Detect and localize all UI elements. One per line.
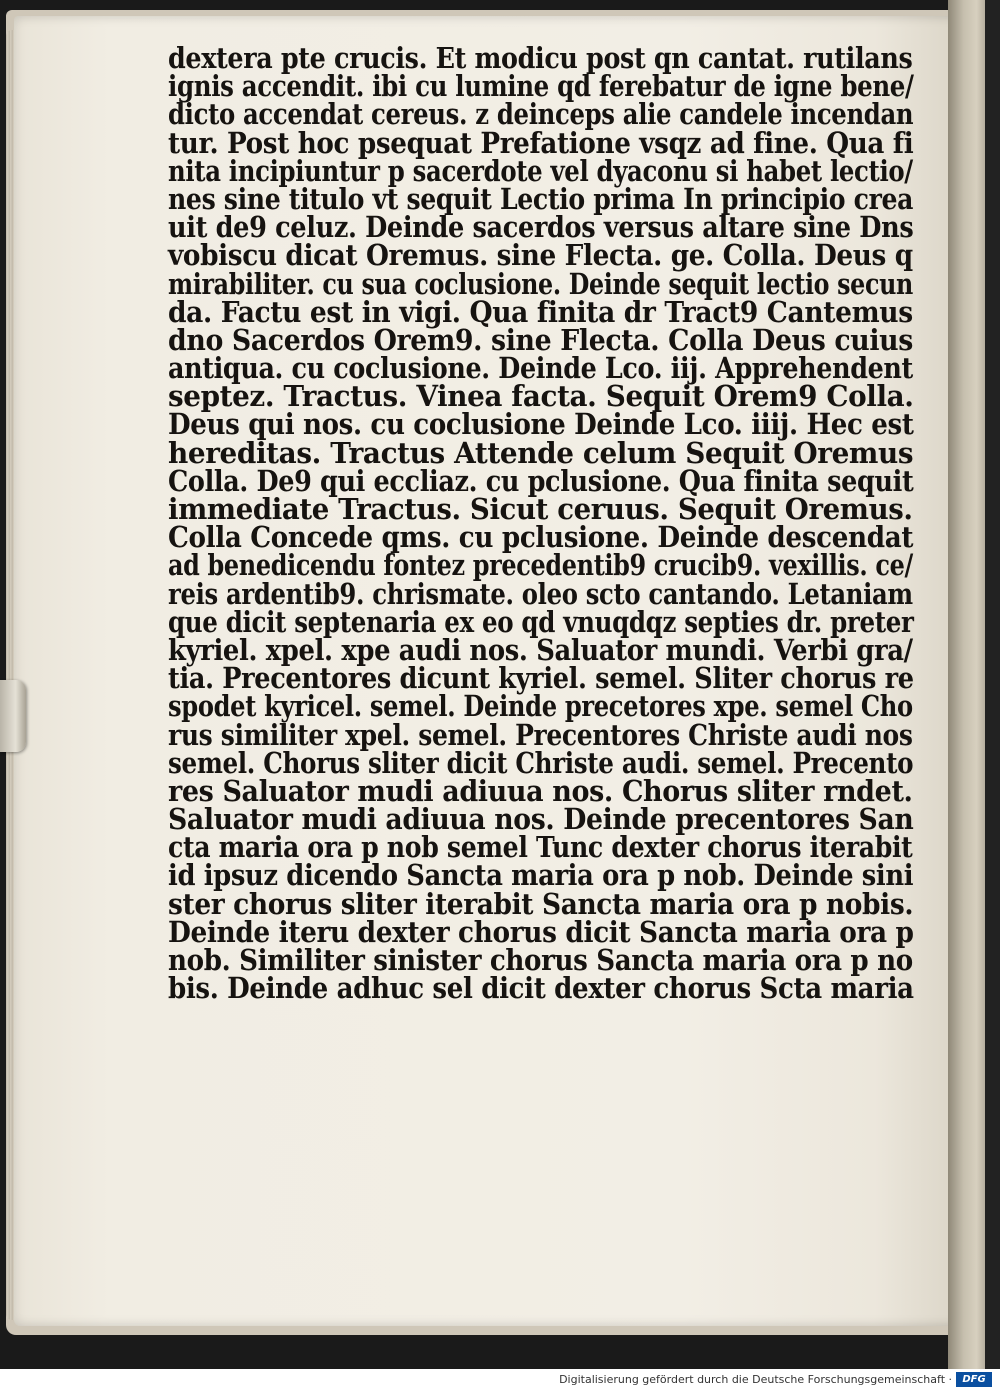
text-line: id ipsuz dicendo Sancta maria ora p nob. Deinde sini xyxy=(168,858,914,893)
text-line: Colla Concede qms. cu pclusione. Deinde descendat xyxy=(168,520,914,555)
text-line: bis. Deinde adhuc sel dicit dexter chorus Scta maria xyxy=(168,971,914,1006)
dfg-logo: DFG xyxy=(956,1372,992,1387)
text-line: tur. Post hoc psequat Prefatione vsqz ad fine. Qua fi xyxy=(168,125,914,160)
text-line: Deus qui nos. cu coclusione Deinde Lco. iiij. Hec est xyxy=(168,407,914,442)
book-edge-shadow xyxy=(985,0,1000,1369)
text-line: nita incipiuntur p sacerdote vel dyaconu si habet lectio/ xyxy=(168,153,913,188)
text-line: vobiscu dicat Oremus. sine Flecta. ge. Colla. Deus q xyxy=(168,238,913,273)
text-line: cta maria ora p nob semel Tunc dexter chorus iterabit xyxy=(168,830,913,865)
text-line: hereditas. Tractus Attende celum Sequit Oremus xyxy=(168,435,914,470)
text-line: mirabiliter. cu sua coclusione. Deinde sequit lectio secun xyxy=(168,266,913,301)
book-clasp xyxy=(0,680,26,752)
text-line: ignis accendit. ibi cu lumine qd ferebatur de igne bene/ xyxy=(168,69,914,104)
text-line: ad benedicendu fontez precedentib9 crucib9. vexillis. ce/ xyxy=(168,548,913,583)
text-line: rus similiter xpel. semel. Precentores Christe audi nos xyxy=(168,717,913,752)
text-line: dicto accendat cereus. z deinceps alie candele incendan xyxy=(168,97,914,132)
text-line: uit de9 celuz. Deinde sacerdos versus altare sine Dns xyxy=(168,210,914,245)
text-line: Saluator mudi adiuua nos. Deinde precentores San xyxy=(168,802,914,837)
text-line: ster chorus sliter iterabit Sancta maria ora p nobis. xyxy=(168,886,914,921)
text-line: kyriel. xpel. xpe audi nos. Saluator mundi. Verbi gra/ xyxy=(168,632,913,667)
text-line: septez. Tractus. Vinea facta. Sequit Orem9 Colla. xyxy=(168,379,914,414)
text-line: semel. Chorus sliter dicit Christe audi. semel. Precento xyxy=(168,745,914,780)
text-line: da. Factu est in vigi. Qua finita dr Tract9 Cantemus xyxy=(168,294,913,329)
text-line: spodet kyricel. semel. Deinde precetores xpe. semel Cho xyxy=(168,689,913,724)
text-line: Colla. De9 qui eccliaz. cu pclusione. Qua finita sequit xyxy=(168,463,914,498)
text-line: dextera pte crucis. Et modicu post qn cantat. rutilans xyxy=(168,41,913,75)
text-line: tia. Precentores dicunt kyriel. semel. Sliter chorus re xyxy=(168,661,914,696)
text-line: res Saluator mudi adiuua nos. Chorus sliter rndet. xyxy=(168,773,913,808)
text-line: antiqua. cu coclusione. Deinde Lco. iij. Apprehendent xyxy=(168,351,913,386)
text-line: dno Sacerdos Orem9. sine Flecta. Colla Deus cuius xyxy=(168,322,913,357)
incunable-text-block xyxy=(168,41,914,1174)
text-line: que dicit septenaria ex eo qd vnuqdqz septies dr. preter xyxy=(168,604,914,639)
text-line: Deinde iteru dexter chorus dicit Sancta maria ora p xyxy=(168,914,914,949)
funding-credit: Digitalisierung gefördert durch die Deutsche Forschungsgemeinschaft · xyxy=(559,1373,952,1386)
text-line: reis ardentib9. chrismate. oleo scto cantando. Letaniam xyxy=(168,576,913,611)
text-line: nob. Similiter sinister chorus Sancta maria ora p no xyxy=(168,943,913,977)
text-line: immediate Tractus. Sicut ceruus. Sequit Oremus. xyxy=(168,492,913,526)
text-line: nes sine titulo vt sequit Lectio prima In principio crea xyxy=(168,181,914,216)
digitization-footer xyxy=(0,1369,1000,1391)
